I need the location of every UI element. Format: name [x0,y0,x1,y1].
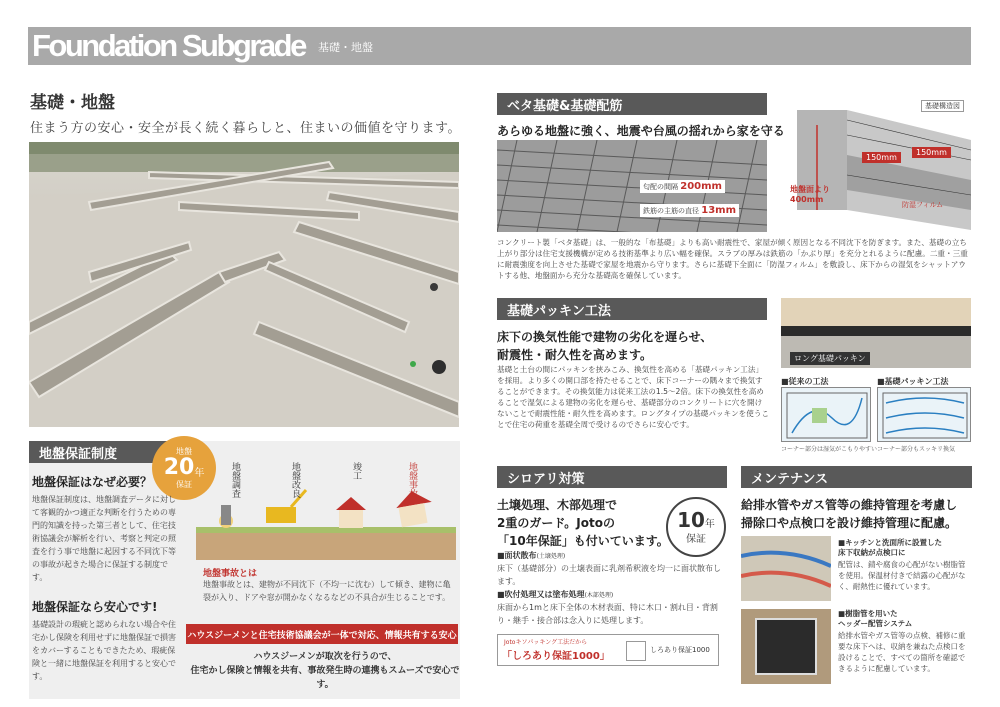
foundation-illustration [29,142,459,427]
page-header [28,27,971,65]
badge-top-label: 地盤 [176,447,192,456]
pitch-callout [640,180,725,193]
new-method-caption: コーナー部分もスッキリ換気 [877,446,955,453]
piping-graphic [741,536,831,601]
rebar-callout [640,204,739,217]
packing-lead: 床下の換気性能で建物の劣化を遅らせ、 耐震性・耐久性を高めます。 [497,330,713,362]
height-label: 地盤面より [790,185,830,194]
page-title: Foundation Subgrade [32,28,305,63]
rebar-value: 13mm [701,205,736,216]
banner-small-text: Jotoキソパッキング工法だから [504,639,588,646]
cooperation-text: ハウスジーメンが取次を行うので、 住宅かし保険と情報を共有、事故発生時の連携もスムーズで安心です。 [190,652,460,690]
banner-seal-icon [626,641,646,661]
banner-main-text: 「しろあり保証1000」 [502,651,610,662]
beta-foundation-body: コンクリート製「ベタ基礎」は、一般的な「布基礎」よりも高い耐震性で、家屋が傾く原因となる不同沈下を防ぎます。また、基礎の立ち上がり部分は住宅支援機構が定める技術基準より広い幅を確保。スラブの厚みは鉄筋の「かぶり厚」を充分とれるように配慮。二重・三重に耐震強度を向上させた基礎で家屋を地震から守ります。さらに基礎下全面に「防湿フィルム」を敷設し、床下からの湿気をシャットアウトする他、地盤面から充分な基礎高を確保しています。 [497,238,968,280]
dim-150-right: 150mm [912,147,951,158]
termite-item2-note: (木部処理) [584,592,614,599]
termite-item2-title: ■吹付処理又は塗布処理 [497,590,585,599]
badge-unit: 年 [194,468,205,479]
maintenance-item2-title: ■樹脂管を用いた ヘッダー配管システム [838,609,913,628]
foundation-structure-diagram [787,100,971,230]
termite-title: シロアリ対策 [497,466,727,488]
accident-text: 地盤事故とは、建物が不同沈下（不均一に沈む）して傾き、建物に亀裂が入り、ドアや窓が開かなくなるなどの不具合が生じることです。 [203,580,451,602]
maintenance-item1-text: 配管は、錆や腐食の心配がない樹脂管を使用。保温材付きで結露の心配がなく、耐熱性に優れています。 [838,560,966,591]
termite-badge-years: 10 [677,507,705,532]
termite-item1-title: ■面状散布 [497,551,537,560]
maintenance-item1-title: ■キッチンと洗面所に設置した 床下収納が点検口に [838,538,943,557]
why-guarantee-heading: 地盤保証はなぜ必要？ [32,475,153,489]
step-completion: 竣工 [351,462,361,480]
termite-item2-text: 床面から1mと床下全体の木材表面、特に木口・割れ目・背割り・継手・接合部は念入りに処理します。 [497,603,718,625]
structure-graphic [787,100,971,230]
termite-lead: 土壌処理、木部処理で 2重のガード。Jotoの 「10年保証」も付いています。 [497,498,669,548]
step-survey: 地盤調査 [230,462,240,498]
beta-foundation-lead: あらゆる地盤に強く、地震や台風の揺れから家を守る [497,124,785,138]
old-airflow-graphic [782,388,872,443]
maintenance-title: メンテナンス [741,466,972,488]
termite-item1-note: (土壌処理) [536,553,566,560]
termite-item2-heading [497,589,613,600]
pitch-label: 匂配の間隔 [643,183,678,191]
termite-badge-bottom: 保証 [686,533,706,545]
new-method-diagram [877,387,971,442]
film-label: 防湿フィルム [902,201,944,209]
piping-photo [741,536,831,601]
cooperation-bar: ハウスジーメンと住宅技術協議会が一体で対応、情報共有する安心 [186,624,458,644]
packing-body: 基礎と土台の間にパッキンを挟みこみ、換気性を高める「基礎パッキン工法」を採用。より多くの開口部を持たせることで、床下コーナーの隅々まで換気することができます。その換気能力は従来工法の1.5〜2倍。床下の換気性を高めることで湿気による建物の劣化を遅らせ、基礎部分のコンクリートに穴を開けないことで耐震性能・耐久性を高めます。ロングタイプの基礎パッキンを使うことで住宅の荷重を基礎全周で受けるのでさらに安心です。 [497,365,770,429]
accident-heading: 地盤事故とは [203,569,258,579]
badge-years: 20 [163,455,195,480]
safe-guarantee-text: 基礎設計の瑕疵と認められない場合や住宅かし保険を利用せずに地盤保証で損害をカバーすることもできたため、瑕疵保険と一緒に地盤保証を利用すると安心です。 [32,620,176,681]
section-heading: 基礎・地盤 [30,93,115,113]
new-method-label: ■基礎パッキン工法 [877,377,949,386]
maintenance-item2-text: 給排水管やガス管等の点検、補修に重要な床下へは、収納を兼ねた点検口を設けることで、すべての箇所を確認できるように配慮しています。 [838,631,966,673]
termite-guarantee-banner [497,634,719,666]
badge-bottom-label: 保証 [176,480,192,489]
height-callout [790,185,830,205]
termite-item1-text: 床下（基礎部分）の土壌表面に乳剤希釈液を均一に面状散布します。 [497,564,721,586]
why-guarantee-text: 地盤保証制度は、地盤調査データに対して客観的かつ適正な判断を行うための専門的知識を持った第三者として、住宅技術協議会が解析を行い、考察と判定の照査を行う事で地盤に起因する不同沈下等の事故が起きた場合に保証する制度です。 [32,495,176,582]
new-airflow-graphic [878,388,972,443]
dim-150-left: 150mm [862,152,901,163]
rebar-grid-graphic [497,140,767,232]
step-improvement: 地盤改良 [290,462,300,498]
step-accident: 地盤事故 [407,462,417,498]
termite-10-badge [666,497,726,557]
old-method-diagram [781,387,871,442]
ground-guarantee-title: 地盤保証制度 [29,441,179,463]
packing-title: 基礎パッキン工法 [497,298,767,320]
height-value: 400mm [790,195,824,204]
packing-photo-tag: ロング基礎パッキン [790,352,870,365]
page-subtitle: 基礎・地盤 [318,41,373,54]
beta-foundation-title: ベタ基礎&基礎配筋 [497,93,767,115]
termite-badge-unit: 年 [704,518,715,530]
hatch-graphic [741,609,831,684]
pitch-value: 200mm [680,181,722,192]
old-method-label: ■従来の工法 [781,377,829,386]
termite-item1-heading [497,550,565,561]
safe-guarantee-heading: 地盤保証なら安心です! [32,600,158,614]
old-method-caption: コーナー部分は湿気がこもりやすい [781,446,878,453]
diagram-title: 基礎構造図 [921,100,964,112]
maintenance-lead: 給排水管やガス管等の維持管理を考慮し 掃除口や点検口を設け維持管理に配慮。 [741,498,958,530]
rebar-photo [497,140,767,232]
rebar-label: 鉄筋の主筋の直径 [643,207,699,215]
inspection-hatch-photo [741,609,831,684]
foundation-photo [29,142,459,427]
section-lead: 住まう方の安心・安全が長く続く暮らしと、住まいの価値を守ります。 [30,121,461,136]
banner-right-text: しろあり保証1000 [650,646,710,654]
